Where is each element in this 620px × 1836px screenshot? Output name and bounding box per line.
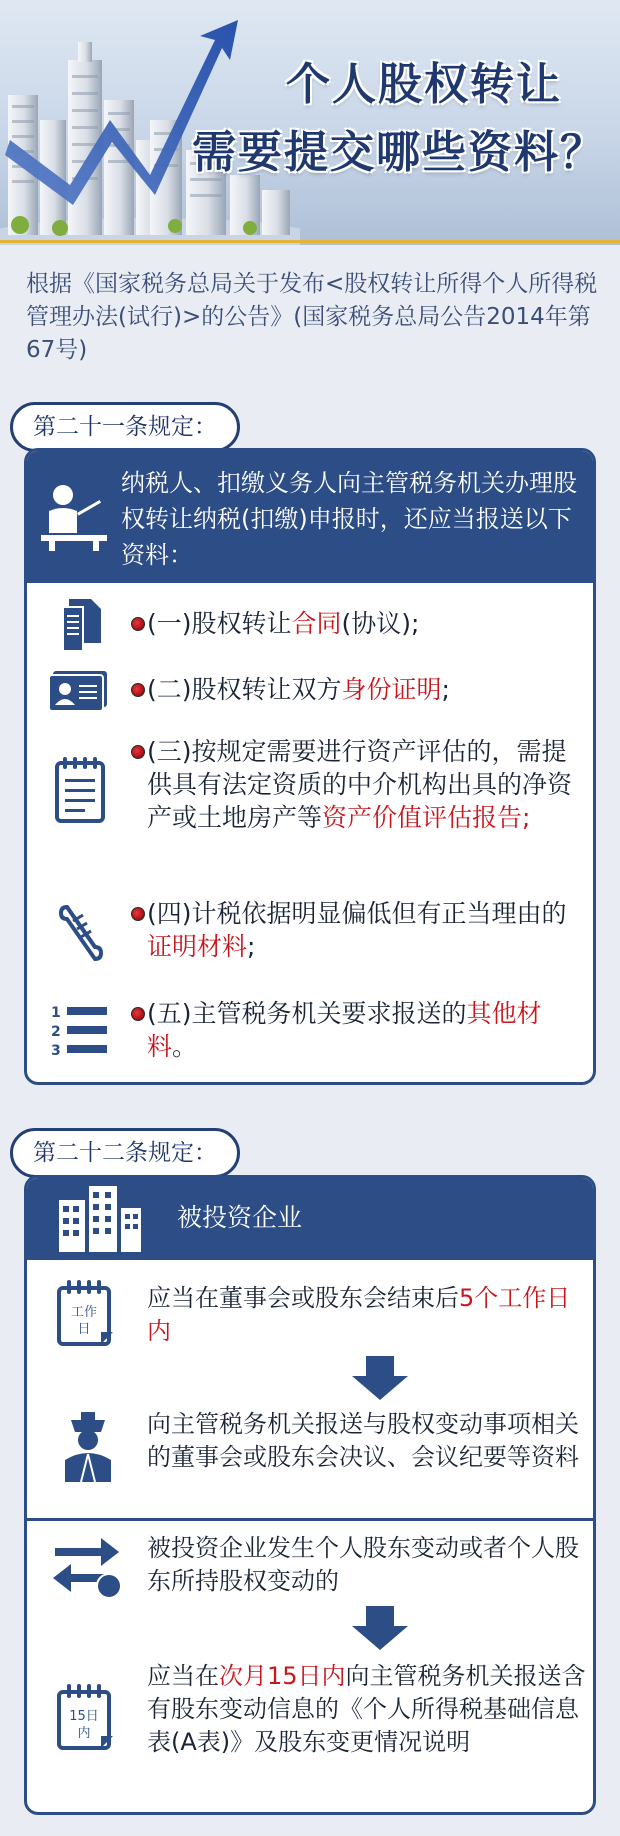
header-divider [0,240,620,243]
notepad-icon [55,757,105,823]
bullet-dot [131,907,145,921]
step4-text: 应当在次月15日内向主管税务机关报送含有股东变动信息的《个人所得税基础信息表(A表)》及股东变更情况说明 [147,1662,586,1756]
intro-text: 根据《国家税务总局关于发布<股权转让所得个人所得税管理办法(试行)>的公告》(国家税务总局公告2014年第67号) [26,271,598,363]
list-item [27,595,593,655]
list-item [27,729,593,879]
down-arrow-icon [352,1606,408,1650]
page-title-line2: 需要提交哪些资料？ [192,127,606,178]
office-buildings-icon [55,1186,145,1252]
tax-officer-icon [61,1410,115,1482]
calendar1-label-line1: 工作 [70,1305,98,1320]
exchange-arrows-icon [51,1534,125,1600]
calendar-icon [57,1280,115,1346]
scroll-icon [57,901,105,965]
presenter-icon [41,481,111,553]
calendar1-label-line2: 日 [77,1322,91,1337]
section1-card [24,448,596,1085]
id-card-icon [49,669,109,713]
section1-head-text: 纳税人、扣缴义务人向主管税务机关办理股权转让纳税(扣缴)申报时，还应当报送以下资料： [121,469,577,569]
step3-text: 被投资企业发生个人股东变动或者个人股东所持股权变动的 [147,1534,579,1595]
calendar2-label-line1: 15日 [69,1709,99,1724]
step1-text: 应当在董事会或股东会结束后5个工作日内 [147,1284,571,1345]
section2-head-text: 被投资企业 [177,1203,303,1232]
svg-text:3: 3 [51,1043,61,1059]
list-item [27,661,593,721]
item-text: (二)股权转让双方身份证明; [147,675,450,704]
numbered-list-icon [51,1003,111,1059]
calendar-icon [57,1684,115,1750]
section1-label: 第二十一条规定： [10,402,240,452]
list-item [27,991,593,1081]
page-title-line1: 个人股权转让 [286,59,562,110]
step2-text: 向主管税务机关报送与股权变动事项相关的董事会或股东会决议、会议纪要等资料 [147,1410,579,1471]
section2-label: 第二十二条规定： [10,1128,240,1178]
bullet-dot [131,745,145,759]
item-text: (五)主管税务机关要求报送的其他材料。 [147,999,542,1061]
header-banner [0,0,620,245]
down-arrow-icon [352,1356,408,1400]
bullet-dot [131,617,145,631]
item-text: (四)计税依据明显偏低但有正当理由的证明材料; [147,899,567,961]
bullet-dot [131,1007,145,1021]
svg-text:2: 2 [51,1024,61,1040]
section2-divider [27,1518,593,1521]
section2-card [24,1175,596,1815]
bullet-dot [131,683,145,697]
list-item [27,891,593,981]
section2-card-header [27,1178,593,1260]
item-text: (一)股权转让合同(协议); [147,609,420,638]
svg-text:1: 1 [51,1005,61,1021]
calendar2-label-line2: 内 [77,1726,91,1741]
item-text: (三)按规定需要进行资产评估的，需提供具有法定资质的中介机构出具的净资产或土地房产等资产价值评估报告; [147,737,573,832]
document-icon [61,599,103,651]
section1-card-header [27,451,593,583]
